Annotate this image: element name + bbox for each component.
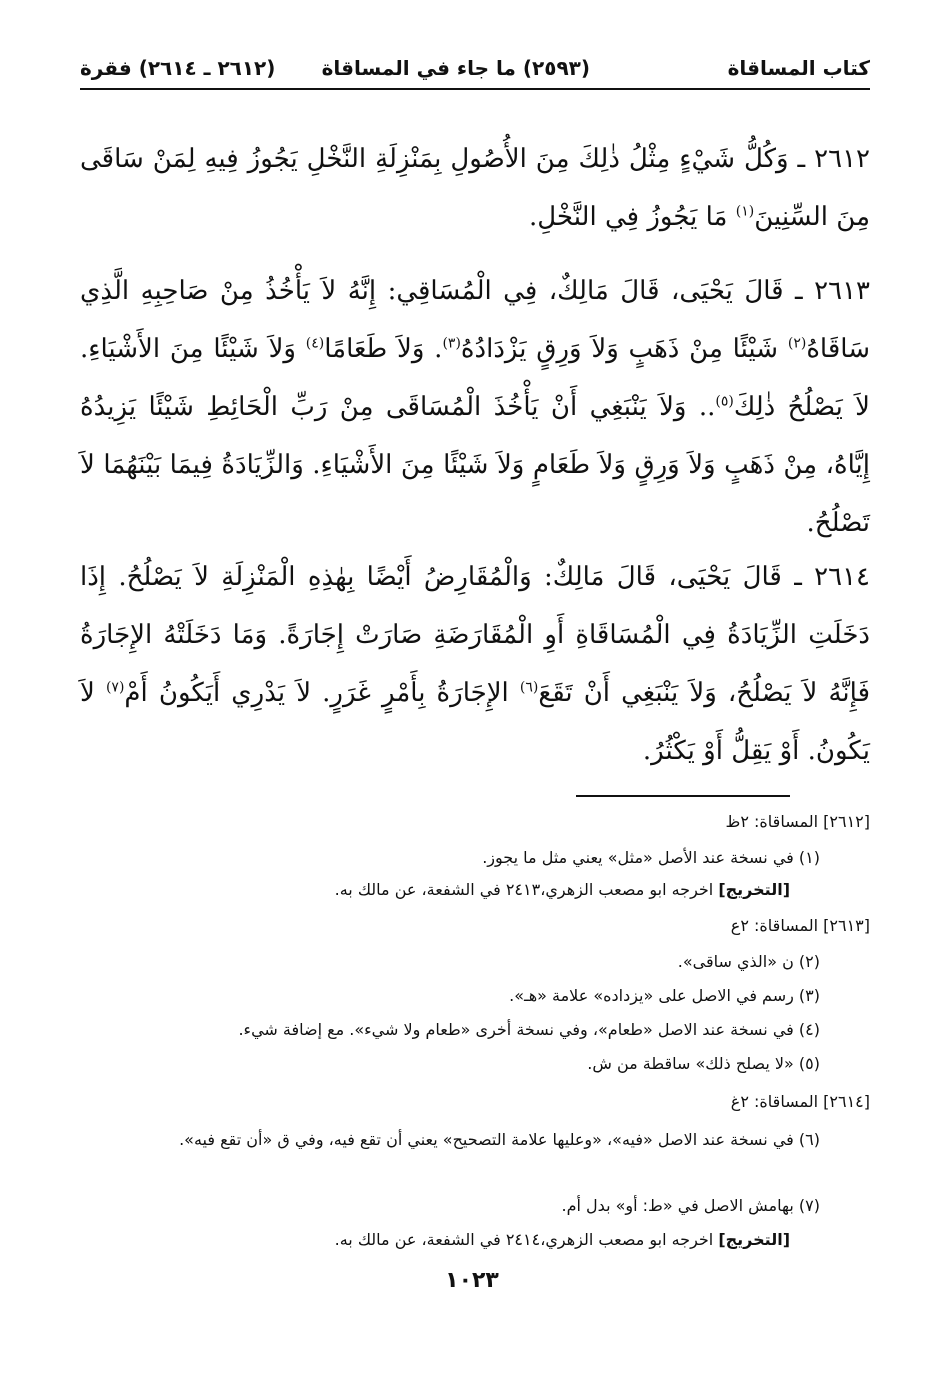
paragraph-text: وَلاَ شَيْئًا مِنَ الأَشْيَاءِ. لاَ يَصْلُحُ ذٰلِكَ <box>80 334 871 422</box>
paragraph-2613 <box>80 262 870 552</box>
footnote-ref-3: (٣) <box>442 335 461 352</box>
footnote-ref-4: (٤) <box>305 335 325 352</box>
running-header <box>80 52 870 88</box>
takhrij-text: اخرجه ابو مصعب الزهري،٢٤١٤ في الشفعة، عن مالك به. <box>334 1230 719 1249</box>
footnote-4: (٤) في نسخة عند الاصل «طعام»، وفي نسخة أخرى «طعام ولا شيء». مع إضافة شيء. <box>238 1020 820 1039</box>
takhrij-label: [التخريج] <box>718 1230 790 1249</box>
takhrij-2612 <box>335 880 790 899</box>
takhrij-label: [التخريج] <box>718 880 790 899</box>
footnote-heading-2614: [٢٦١٤] المساقاة: ٢غ <box>730 1092 870 1111</box>
paragraph-2614 <box>80 548 870 780</box>
paragraph-2612 <box>80 130 870 246</box>
footnote-ref-6: (٦) <box>519 679 539 696</box>
page-number: ١٠٢٣ <box>445 1268 499 1293</box>
footnote-7: (٧) بهامش الاصل في «ط: أو» بدل أم. <box>561 1196 820 1215</box>
paragraph-text: الإِجَارَةُ بِأَمْرٍ غَرَرٍ. لاَ يَدْرِي أَيَكُونُ أَمْ <box>124 678 520 708</box>
takhrij-2614 <box>335 1230 790 1249</box>
footnote-2: (٢) ن «الذي ساقى». <box>677 952 820 971</box>
footnote-ref-1: (١) <box>735 203 755 220</box>
footnote-3: (٣) رسم في الاصل على «يزداده» علامة «هـ». <box>509 986 820 1005</box>
footnote-ref-2: (٢) <box>787 335 807 352</box>
footnote-heading-2613: [٢٦١٣] المساقاة: ٢ع <box>730 916 870 935</box>
paragraph-text: ٢٦١٢ ـ وَكُلُّ شَيْءٍ مِثْلُ ذٰلِكَ مِنَ الأُصُولِ بِمَنْزِلَةِ النَّخْلِ يَجُوزُ فِيهِ لِمَنْ سَاقَى مِنَ السِّنِينَ <box>80 144 870 232</box>
paragraph-text: لاَ يَكُونُ. أَوْ يَقِلُّ أَوْ يَكْثُرُ. <box>80 678 870 766</box>
footnote-ref-5: (٥) <box>715 393 734 410</box>
paragraph-text: . وَلاَ طَعَامًا <box>324 334 443 364</box>
paragraph-text: ٢٦١٣ ـ قَالَ يَحْيَى، قَالَ مَالِكٌ، فِي الْمُسَاقِي: إِنَّهُ لاَ يَأْخُذُ مِنْ صَاحِبِهِ الَّذِي سَاقَاهُ <box>80 276 870 364</box>
footnote-separator <box>576 795 790 797</box>
paragraph-text: .. وَلاَ يَنْبَغِي أَنْ يَأْخُذَ الْمُسَاقَى مِنْ رَبِّ الْحَائِطِ شَيْئًا يَزِيدُهُ إِيَّاهُ، مِنْ ذَهَبٍ وَلاَ وَرِقٍ وَلاَ طَعَامٍ وَلاَ شَيْئًا مِنَ الأَشْيَاءِ. وَالزِّيَادَةُ فِيمَا بَيْنَهُمَا لاَ تَصْلُحُ. <box>80 392 870 538</box>
takhrij-text: اخرجه ابو مصعب الزهري،٢٤١٣ في الشفعة، عن مالك به. <box>334 880 719 899</box>
footnote-heading-2612: [٢٦١٢] المساقاة: ٢ظ <box>725 812 870 831</box>
paragraph-text: ٢٦١٤ ـ قَالَ يَحْيَى، قَالَ مَالِكٌ: وَالْمُقَارِضُ أَيْضًا بِهٰذِهِ الْمَنْزِلَةِ لاَ يَصْلُحُ. إِذَا دَخَلَتِ الزِّيَادَةُ فِي الْمُسَاقَاةِ أَوِ الْمُقَارَضَةِ صَارَتْ إِجَارَةً. وَمَا دَخَلَتْهُ الإِجَارَةُ فَإِنَّهُ لاَ يَصْلُحُ، وَلاَ يَنْبَغِي أَنْ تَقَعَ <box>80 562 871 708</box>
footnote-6: (٦) في نسخة عند الاصل «فيه»، «وعليها علامة التصحيح» يعني أن تقع فيه، وفي ق «أن تقع فيه». <box>179 1130 820 1149</box>
footnote-1: (١) في نسخة عند الأصل «مثل» يعني مثل ما يجوز. <box>482 848 820 867</box>
header-book-title: كتاب المساقاة <box>727 56 870 80</box>
header-paragraph-range: (٢٦١٢ ـ ٢٦١٤) فقرة <box>80 56 276 80</box>
paragraph-text: مَا يَجُوزُ فِي النَّخْلِ. <box>528 202 736 232</box>
header-rule <box>80 88 870 90</box>
footnote-5: (٥) «لا يصلح ذلك» ساقطة من ش. <box>587 1054 820 1073</box>
header-chapter-title: (٢٥٩٣) ما جاء في المساقاة <box>321 56 590 80</box>
footnote-ref-7: (٧) <box>105 679 125 696</box>
paragraph-text: شَيْئًا مِنْ ذَهَبٍ وَلاَ وَرِقٍ يَزْدَادُهُ <box>460 334 788 364</box>
